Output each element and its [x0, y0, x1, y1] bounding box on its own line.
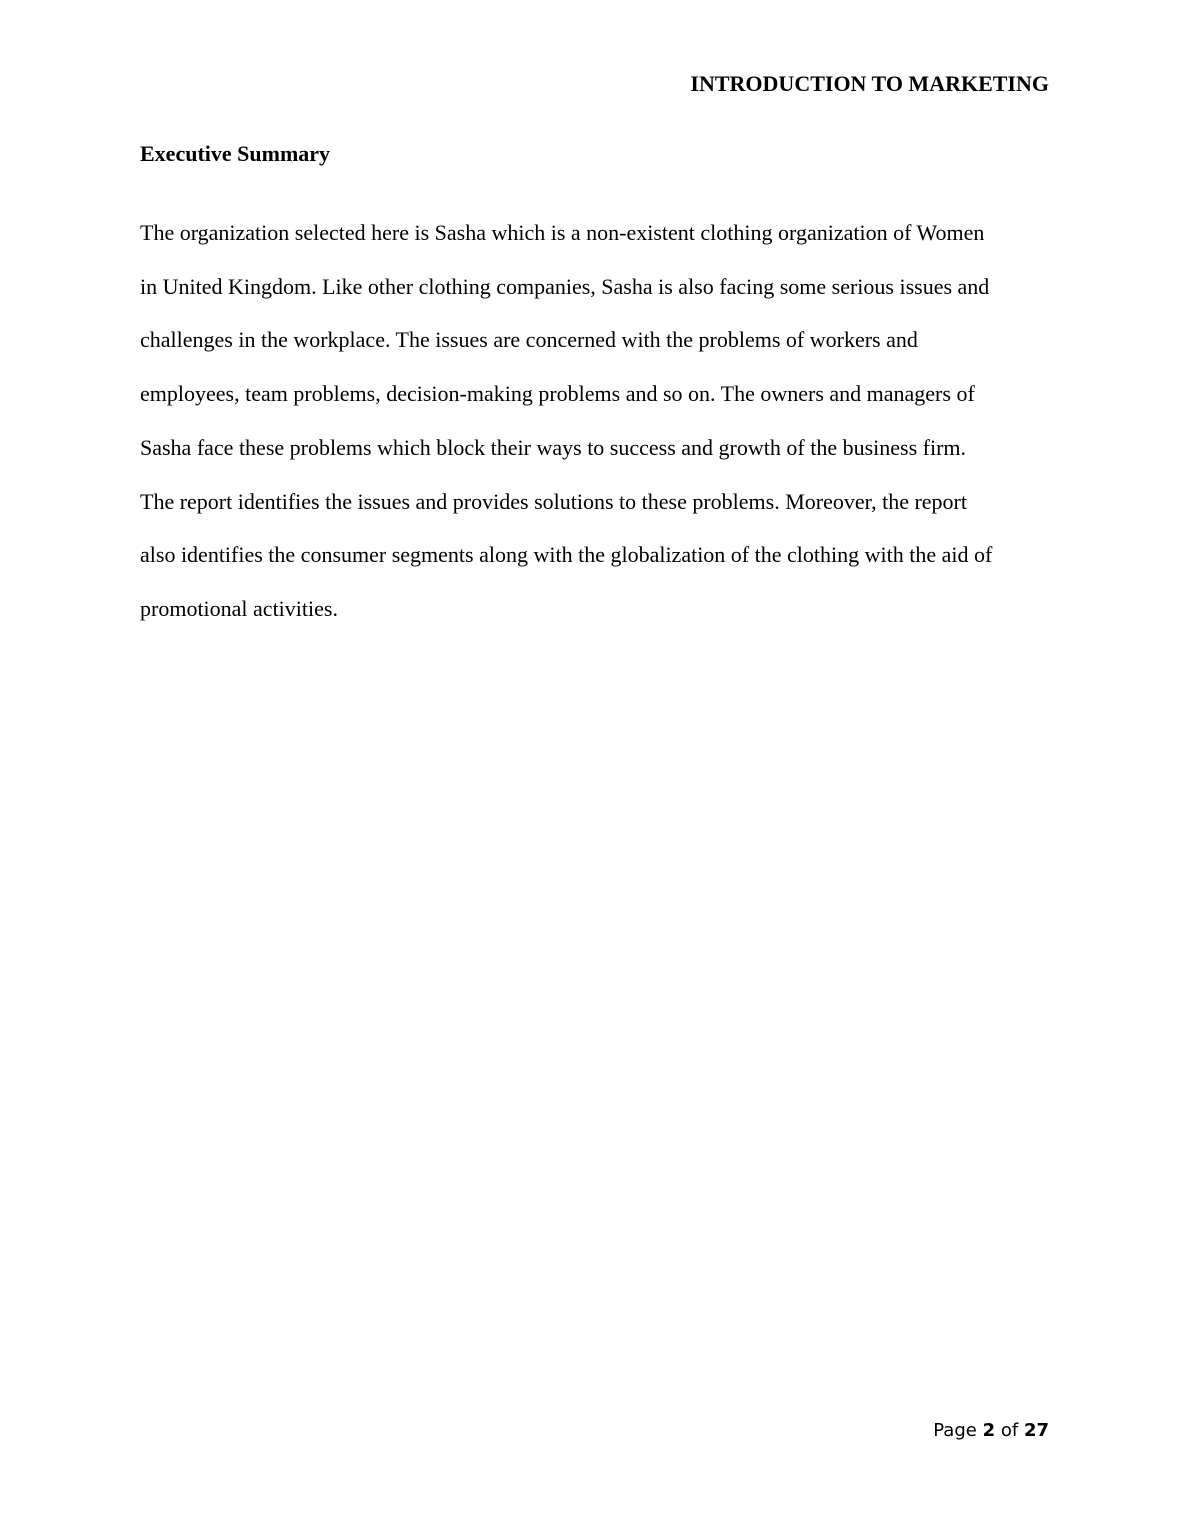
page-content	[140, 138, 1050, 636]
of-label: of	[1000, 1420, 1019, 1441]
running-header-title: INTRODUCTION TO MARKETING	[690, 71, 1049, 96]
current-page-number: 2	[982, 1420, 996, 1441]
paragraph-line: in United Kingdom. Like other clothing companies, Sasha is also facing some serious issues and	[140, 273, 990, 299]
paragraph-line: The report identifies the issues and provides solutions to these problems. Moreover, the report	[140, 488, 967, 514]
paragraph-line: Sasha face these problems which block their ways to success and growth of the business firm.	[140, 434, 967, 460]
paragraph-line: promotional activities.	[140, 595, 338, 621]
paragraph-line: also identifies the consumer segments along with the globalization of the clothing with the aid of	[140, 542, 993, 568]
paragraph-line: The organization selected here is Sasha which is a non-existent clothing organization of Women	[140, 220, 985, 245]
paragraph-line: employees, team problems, decision-making problems and so on. The owners and managers of	[140, 381, 975, 407]
executive-summary-paragraph	[140, 170, 1050, 636]
page-footer	[933, 1418, 1049, 1444]
paragraph-line: challenges in the workplace. The issues are concerned with the problems of workers and	[140, 327, 918, 353]
page-label: Page	[933, 1420, 977, 1441]
total-pages-number: 27	[1023, 1420, 1049, 1441]
section-heading: Executive Summary	[140, 141, 331, 166]
